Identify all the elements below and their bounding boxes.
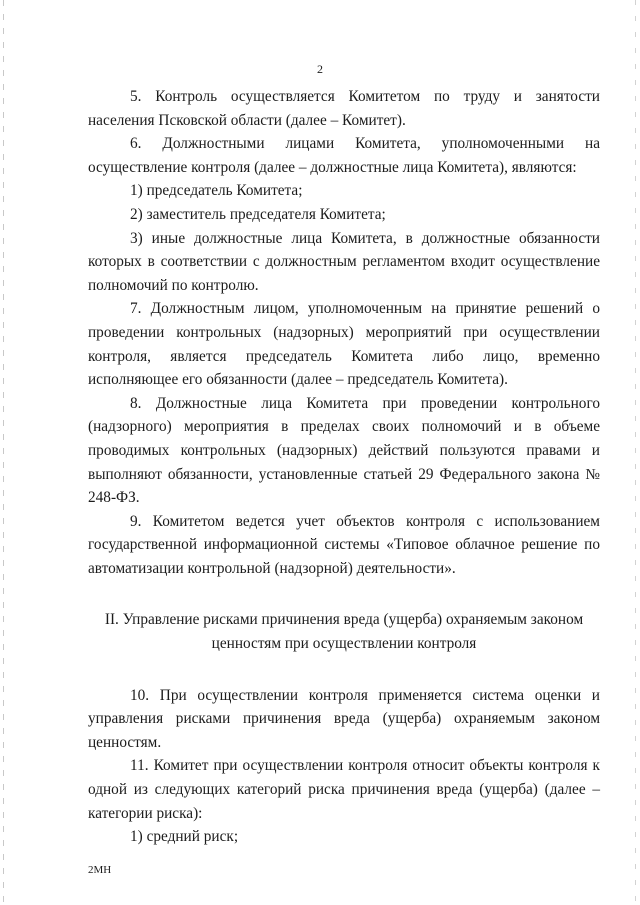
paragraph-11: 11. Комитет при осуществлении контроля относит объекты контроля к одной из следующих категорий риска причинения вреда (ущерба) (далее – категории риска): — [88, 757, 600, 822]
scan-edge-left — [3, 0, 4, 905]
document-body — [88, 85, 600, 849]
list-item-deputy: 2) заместитель председателя Комитета; — [130, 205, 386, 223]
scan-edge-right — [635, 0, 636, 905]
paragraph-8: 8. Должностные лица Комитета при проведении контрольного (надзорного) мероприятия в пределах своих полномочий и в объеме проводимых контрольных (надзорных) действий пользуются правами и выполняют обязанности, установленные статьей 29 Федерального закона № 248-ФЗ. — [88, 394, 600, 507]
section-heading: II. Управление рисками причинения вреда (ущерба) охраняемым законом ценностям при осуществлении контроля — [104, 611, 584, 653]
page-number: 2 — [317, 62, 323, 76]
list-item-medium-risk: 1) средний риск; — [130, 828, 239, 846]
list-item-other-officials: 3) иные должностные лица Комитета, в должностные обязанности которых в соответствии с должностным регламентом входит осуществление полномочий по контролю. — [88, 229, 600, 294]
paragraph-6: 6. Должностными лицами Комитета, уполномоченными на осуществление контроля (далее – должностные лица Комитета), являются: — [88, 135, 600, 176]
list-item-chairman: 1) председатель Комитета; — [130, 182, 303, 200]
footer-code: 2МН — [88, 864, 112, 876]
paragraph-9: 9. Комитетом ведется учет объектов контроля с использованием государственной информационной системы «Типовое облачное решение по автоматизации контрольной (надзорной) деятельности». — [88, 512, 600, 577]
paragraph-7: 7. Должностным лицом, уполномоченным на принятие решений о проведении контрольных (надзорных) мероприятий при осуществлении контроля, является председатель Комитета либо лицо, временно исполняющее его обязанности (далее – председатель Комитета). — [88, 300, 600, 389]
paragraph-5: 5. Контроль осуществляется Комитетом по труду и занятости населения Псковской области (далее – Комитет). — [88, 88, 600, 129]
paragraph-10: 10. При осуществлении контроля применяется система оценки и управления рисками причинения вреда (ущерба) охраняемым законом ценностям. — [88, 686, 600, 751]
